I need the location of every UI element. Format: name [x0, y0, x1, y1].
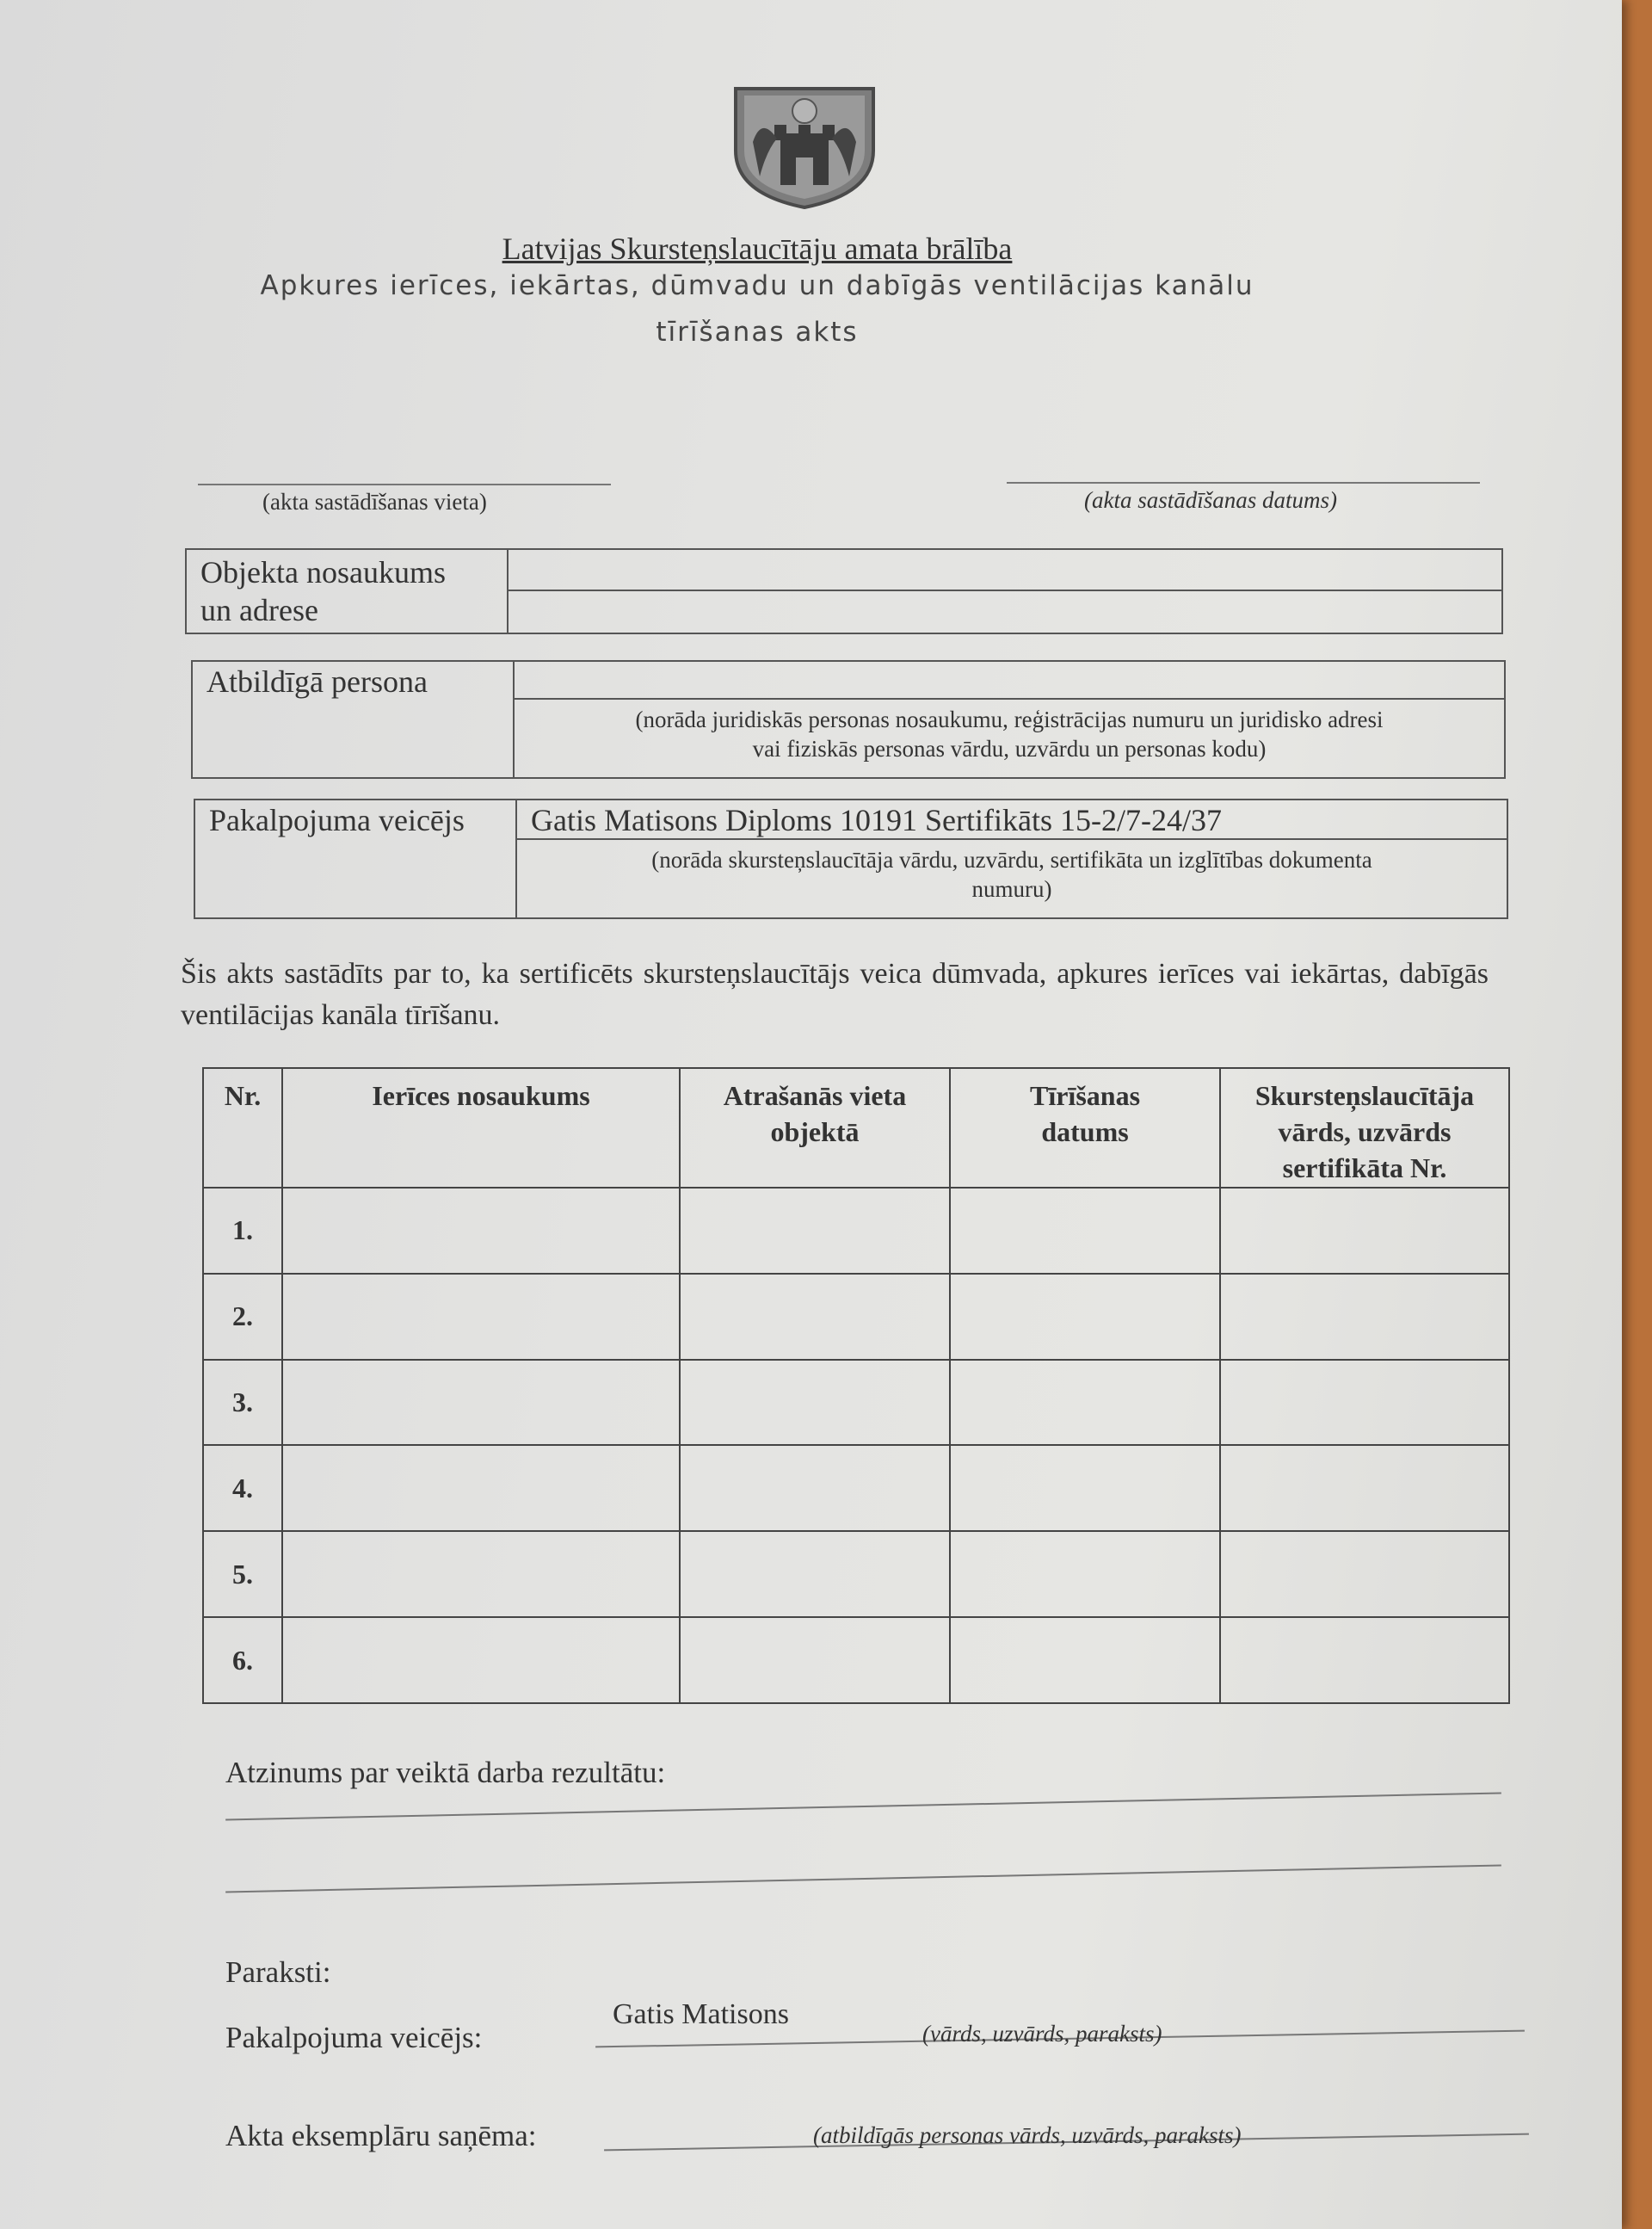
device-cell[interactable] [282, 1445, 680, 1531]
cleaning-table [202, 1067, 1510, 1704]
object-label-line2: un adrese [200, 593, 318, 627]
provider-note-line2: numuru) [971, 876, 1052, 902]
row-number: 6. [203, 1617, 282, 1703]
document-title-line2: tīrīšanas akts [656, 317, 859, 348]
date-cell[interactable] [950, 1274, 1220, 1360]
responsible-note [514, 699, 1505, 778]
table-row [203, 1445, 1509, 1531]
header-date-line2: datums [1041, 1116, 1129, 1147]
conclusion-label: Atzinums par veiktā darba rezultātu: [225, 1756, 666, 1789]
signatures-title: Paraksti: [225, 1955, 331, 1989]
row-number: 4. [203, 1445, 282, 1531]
row-number: 3. [203, 1360, 282, 1446]
sweep-cell[interactable] [1220, 1445, 1509, 1531]
provider-note-line1: (norāda skursteņslaucītāja vārdu, uzvārdu, sertifikāta un izglītības dokumenta [651, 847, 1372, 873]
row-number: 5. [203, 1531, 282, 1617]
provider-note [516, 839, 1507, 918]
date-cell[interactable] [950, 1617, 1220, 1703]
provider-value[interactable]: Gatis Matisons Diploms 10191 Sertifikāts 15-2/7-24/37 [516, 800, 1507, 839]
provider-signature-name: Gatis Matisons [613, 1998, 789, 2030]
provider-signature-label: Pakalpojuma veicējs: [225, 2021, 483, 2054]
header-date-line1: Tīrīšanas [1029, 1080, 1141, 1111]
date-line[interactable] [1007, 482, 1480, 484]
row-number: 2. [203, 1274, 282, 1360]
table-row [203, 1531, 1509, 1617]
header-location [680, 1068, 950, 1188]
date-caption: (akta sastādīšanas datums) [1084, 487, 1338, 513]
statement-text: Šis akts sastādīts par to, ka sertificēts skursteņslaucītājs veica dūmvada, apkures ierīces vai iekārtas, dabīgās ventilācijas kanāla tīrīšanu. [181, 958, 1489, 1031]
header-device: Ierīces nosaukums [282, 1068, 680, 1188]
header-sweep [1220, 1068, 1509, 1188]
object-address-field[interactable] [508, 590, 1502, 633]
responsible-note-line1: (norāda juridiskās personas nosaukumu, reģistrācijas numuru un juridisko adresi [635, 707, 1384, 732]
object-label-cell [186, 549, 508, 633]
conclusion-line-1[interactable] [225, 1792, 1501, 1820]
responsible-field[interactable] [514, 661, 1505, 699]
row-number: 1. [203, 1188, 282, 1274]
header-location-line2: objektā [770, 1116, 860, 1147]
device-cell[interactable] [282, 1188, 680, 1274]
document-title-line1: Apkures ierīces, iekārtas, dūmvadu un dabīgās ventilācijas kanālu [260, 270, 1254, 301]
table-row [203, 1274, 1509, 1360]
device-cell[interactable] [282, 1274, 680, 1360]
receiver-signature-caption: (atbildīgās personas vārds, uzvārds, paraksts) [813, 2122, 1242, 2148]
table-header-row [203, 1068, 1509, 1188]
object-label-line1: Objekta nosaukums [200, 555, 446, 590]
device-cell[interactable] [282, 1617, 680, 1703]
conclusion-line-2[interactable] [225, 1864, 1501, 1892]
location-cell[interactable] [680, 1188, 950, 1274]
sweep-cell[interactable] [1220, 1360, 1509, 1446]
location-cell[interactable] [680, 1531, 950, 1617]
header-nr: Nr. [203, 1068, 282, 1188]
header-location-line1: Atrašanās vieta [723, 1080, 907, 1111]
sweep-cell[interactable] [1220, 1188, 1509, 1274]
device-cell[interactable] [282, 1360, 680, 1446]
header-sweep-line2: vārds, uzvārds [1278, 1116, 1452, 1147]
header-sweep-line1: Skursteņslaucītāja [1254, 1080, 1475, 1111]
receiver-signature-label: Akta eksemplāru saņēma: [225, 2119, 537, 2152]
sweep-cell[interactable] [1220, 1274, 1509, 1360]
location-cell[interactable] [680, 1617, 950, 1703]
device-cell[interactable] [282, 1531, 680, 1617]
table-row [203, 1617, 1509, 1703]
sweep-cell[interactable] [1220, 1617, 1509, 1703]
responsible-label: Atbildīgā persona [192, 661, 514, 778]
object-box [185, 548, 1503, 634]
place-caption: (akta sastādīšanas vieta) [262, 489, 487, 515]
object-name-field[interactable] [508, 549, 1502, 590]
date-cell[interactable] [950, 1360, 1220, 1446]
organization-name: Latvijas Skursteņslaucītāju amata brālība [502, 232, 1013, 266]
location-cell[interactable] [680, 1360, 950, 1446]
provider-label: Pakalpojuma veicējs [194, 800, 516, 918]
provider-signature-caption: (vārds, uzvārds, paraksts) [922, 2021, 1162, 2047]
header-sweep-line3: sertifikāta Nr. [1282, 1152, 1447, 1183]
responsible-note-line2: vai fiziskās personas vārdu, uzvārdu un personas kodu) [752, 736, 1267, 762]
place-line[interactable] [198, 484, 611, 485]
location-cell[interactable] [680, 1274, 950, 1360]
date-cell[interactable] [950, 1445, 1220, 1531]
date-cell[interactable] [950, 1188, 1220, 1274]
responsible-box [191, 660, 1506, 779]
header-date [950, 1068, 1220, 1188]
provider-box [194, 799, 1508, 919]
location-cell[interactable] [680, 1445, 950, 1531]
sweep-cell[interactable] [1220, 1531, 1509, 1617]
date-cell[interactable] [950, 1531, 1220, 1617]
table-row [203, 1188, 1509, 1274]
table-row [203, 1360, 1509, 1446]
coat-of-arms-emblem [727, 82, 882, 211]
